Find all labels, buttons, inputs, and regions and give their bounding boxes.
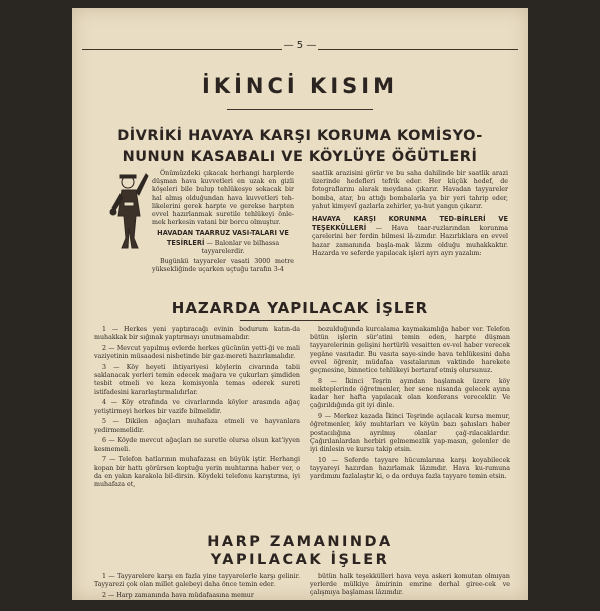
list-item: 1 — Herkes yeni yaptıracağı evinin bodurum katın-da muhakkak bir sığınak yaptırmayı unutmamalıdır. xyxy=(94,326,300,342)
page-number: — 5 — xyxy=(283,40,317,51)
list-item: 5 — Dikilen ağaçları muhafaza etmeli ve hayvanlara yedirmemelidir. xyxy=(94,418,300,434)
list-item: 6 — Köyde mevcut ağaçları ne suretle olursa olsun kat'iyyen kesmemeli. xyxy=(94,437,300,453)
subheading-text: HAVAYA KARŞI KORUNMA TED-BİRLERİ VE TEŞEKKÜLLERİ xyxy=(312,215,508,233)
part-title: İKİNCİ KISIM xyxy=(202,74,398,98)
section3-heading xyxy=(92,533,508,569)
subheading-tail: — Hava taar-ruzlarından korunma çarelerini her ferdin bilmesi lâ-zımdır. Hazırlıklara en evvel hazar zamanında başla-mak lâzım olduğu muhakkaktır. Hazarda ve seferde yapılacak işleri ayrı ayrı yazalım: xyxy=(312,225,508,257)
section1-subheading xyxy=(152,229,294,256)
section1-paragraph: Bugünkü tayyareler vasati 3000 metre yüksekliğinde uçarken uçtuğu tarafın 3-4 xyxy=(152,258,294,274)
section1-heading-line1: DİVRİKİ HAVAYA KARŞI KORUMA KOMİSYO- xyxy=(117,128,483,144)
page-number-row xyxy=(82,40,518,54)
list-item: 9 — Merkez kazada İkinci Teşrinde açılacak kursa memur, öğretmenler, köy muhtarları ve köyün bazı şahısları haber postacılığına ayrılmış olanlar çağ-rılacaklardır. Çağırılanlardan herbiri gelmemezlik yap-masın, gelenler de iyi dinlesin ve kursu takip etsin. xyxy=(310,413,510,454)
section3-right-column xyxy=(310,573,510,611)
soldier-illustration xyxy=(106,168,150,250)
header-rule-right xyxy=(318,49,518,50)
section3-heading-line1: HARP ZAMANINDA xyxy=(207,534,393,550)
section2-right-column xyxy=(310,326,510,484)
list-item: 4 — Köy etrafında ve civarlarında köyler arasında ağaç yetiştirmeyi herkes bir vazife bilmelidir. xyxy=(94,399,300,415)
section1-paragraph: saatlik arazisini görür ve bu saha dahilinde bir saatlik arazi üzerinde hedefleri tefrik eder. Her küçük hedef, de fotograflarını alarak meydana çıkarır. Havadan tayyareler bomba, atar, bu attığı bombalarla ya bir yeri tahrip eder, yahut kimyevî gazlarla zehirler, ya-hut yangın çıkarır. xyxy=(312,170,508,210)
list-item: 2 — Harp zamanında hava müdafaasına memur xyxy=(102,592,254,599)
list-item: 3 — Köy heyeti ihtiyariyesi köylerin civarında tabii saklanacak yerleri temin edecek mağara ve çukurları şimdiden tesbit etmeli ve keza komisyonla temas ederek sureti istifadesini kararlaştırmalıdırlar. xyxy=(94,364,300,396)
section2-left-column xyxy=(94,326,300,492)
subheading-tail: — Balonlar ve bilhassa tayyarelerdir. xyxy=(201,239,280,255)
subheading-text: HAVADAN TAARRUZ VASI-TALARI VE TESİRLERİ xyxy=(157,229,289,247)
section1-right-column xyxy=(312,170,508,258)
list-item: 3 — Seferde tayyare geliş haberini alır almaz: xyxy=(318,600,465,608)
section1-left-column xyxy=(152,170,294,274)
section1-heading-line2: NUNUN KASABALI VE KÖYLÜYE ÖĞÜTLERİ xyxy=(122,149,478,165)
section2-heading-underline xyxy=(240,320,360,321)
section3-heading-line2: YAPILACAK İŞLER xyxy=(210,552,390,568)
list-item: 7 — Telefon hatlarının muhafazası en büyük iştir. Herhangi kopan bir hattı görürsen koptuğu yerin muhtarına haber ver, o da en yakın karakola bil-dirsin. Köydeki telefonu karıştırma, iyi muhafaza et, xyxy=(94,456,300,489)
part-title-underline xyxy=(227,109,373,110)
section1-paragraph: Önümüzdeki çıkacak herhangi harplerde düşman hava kuvvetleri en uzak en gizli köşeleri bile bulup tehlükesye sokacak bir hal almış olduğundan hava kuvvetleri teh-likelerini gerek harpte ve gerekse harpten evvel hazırlanmak suretile tehlükeyi önle-mek herkesin vatani bir borcu olmuştur. xyxy=(152,170,294,227)
document-page xyxy=(72,8,528,608)
list-item: 10 — Seferde tayyare hücumlarına karşı koyabilecek tayyareyi hazırdan hazırlamak lâzımdır. Hava ku-rumuna yardımını fazlalaştır ki, o da orduya fazla tayyare temin etsin. xyxy=(310,456,510,481)
list-item: bütün halk teşekkülleri hava veya askeri komutan olmıyan yerlerde mülkiye âmirinin emrine derhal giree-cek ve çalışmıya başlaması lâzımdır. xyxy=(310,573,510,597)
list-item: 2 — Mevcut yapılmış evlerde herkes gücünün yetti-ği ve mali vaziyetinin müsaadesi nisbetinde bir gaz-mereti hazırlamalıdır. xyxy=(94,345,300,361)
section1-heading xyxy=(92,126,508,168)
list-item: 1 — Tayyarelere karşı en fazla yine tayyarelerle karşı gelinir. Tayyarezi çok olan millet galebeyi daha önce temin eder. xyxy=(94,573,300,589)
section1-subheading xyxy=(312,215,508,258)
section3-left-column xyxy=(94,573,300,603)
list-item: bozulduğunda kurcalama kaymakamlığa haber ver. Telefon bütün işlerin sür'atini temin eden, harpte düşman tayyarelerinin gelişini hertürlü vesaitten ev-vel haber verecek yegâne vasıtadır. Bu vasıta saye-sinde hava tehlükesini daha evvel öğrenir, müdafaa vasıtalarının vaktinde harekete geçmesine, binnetice tehlükeyi bertaraf etmiş olursunuz. xyxy=(310,326,510,375)
section2-heading: HAZARDA YAPILACAK İŞLER xyxy=(171,299,429,317)
list-item: 8 — İkinci Teşrin ayından başlamak üzere köy mekteplerinde öğretmenler, her sene nisanda gelecek ayına kadar her hafta yapılacak olan konferans vereceklir. Ve çağırıldığında git iyi dinle. xyxy=(310,377,510,410)
